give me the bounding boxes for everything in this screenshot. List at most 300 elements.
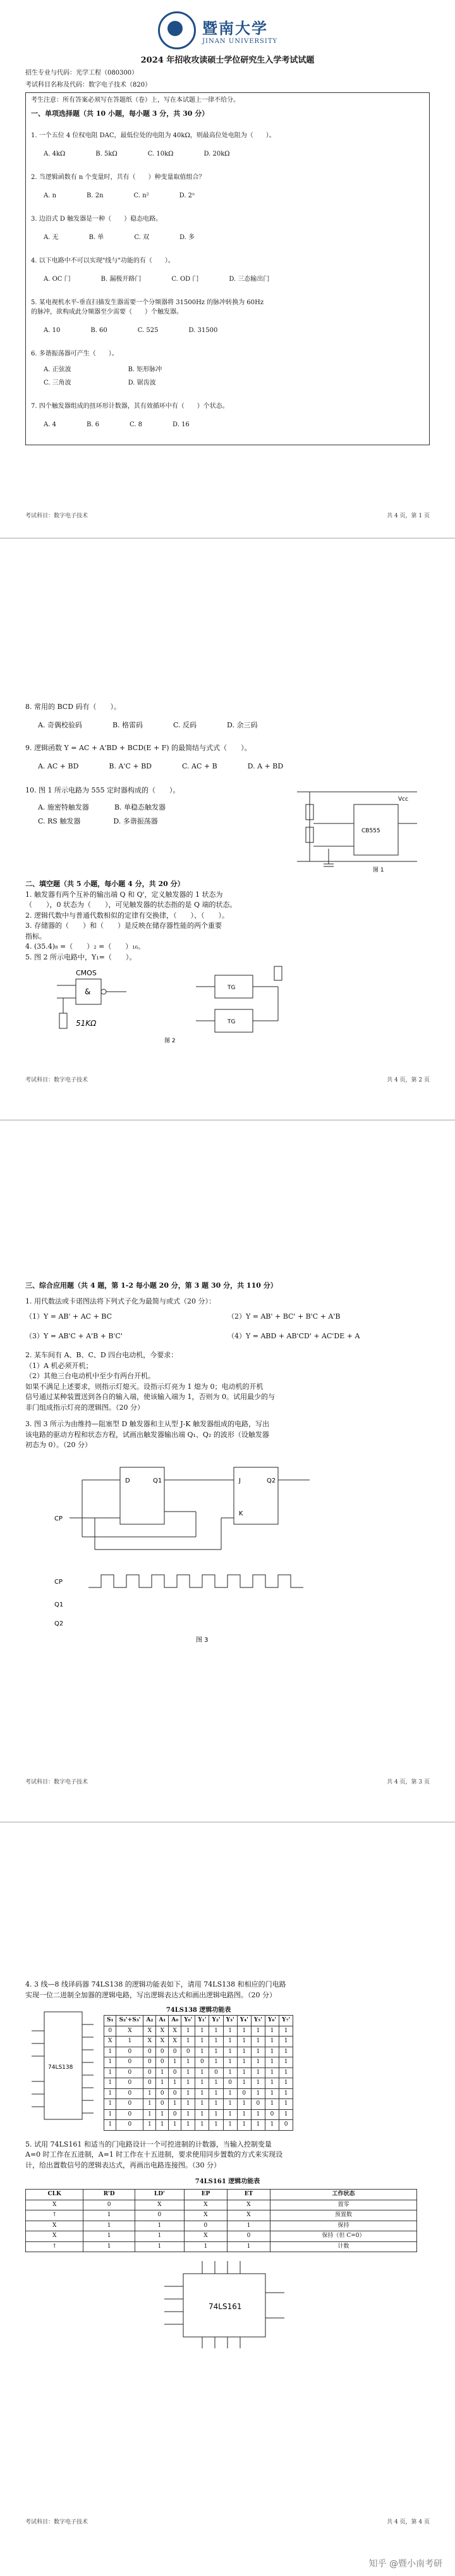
table-header-cell: Y₆' [265,2016,279,2026]
table-cell: 1 [265,2120,279,2131]
figure-1-caption: 图 1 [373,867,384,873]
table-cell: 1 [143,2120,156,2131]
subject: 考试科目名称及代码：数字电子技术（820） [25,82,152,89]
table-cell: 1 [223,2099,237,2110]
option: A. 4kΩ [44,150,66,157]
c2-text-2: 信号通过某种装置送到各自的输入端，使该输入端为 1，否则为 0。试用最少的与 [25,1393,275,1401]
option: C. AC + B [182,761,217,770]
table-header-cell: CLK [26,2190,83,2200]
table-cell: X [156,2037,169,2047]
university-logo [158,11,297,49]
table-header-cell: 工作状态 [270,2190,416,2200]
table-cell: 1 [83,2241,135,2252]
option: B. 漏极开路门 [100,275,142,283]
table-cell: 0 [251,2099,265,2110]
table-cell: 0 [116,2088,143,2099]
table-cell: X [169,2037,181,2047]
table-cell: X [104,2037,116,2047]
table-cell: 1 [135,2241,184,2252]
table-cell: 预置数 [270,2210,416,2221]
table-header-cell: Y₁' [195,2016,209,2026]
option: B. 6 [86,421,100,428]
c2-cond-1: （1）A 机必须开机； [25,1361,93,1370]
option: D. 多谐振荡器 [113,817,158,825]
option: B. 单稳态触发器 [114,803,166,811]
table-cell: 1 [135,2221,184,2231]
table-cell: 1 [223,2068,237,2078]
table-cell: 1 [104,2088,116,2099]
table-cell: 0 [169,2068,181,2078]
c4-text-2: 实现一位二进制全加器的逻辑电路，写出逻辑表达式和画出逻辑电路图。（20 分） [25,1990,276,1999]
table-cell: 0 [156,2088,169,2099]
table-row [104,2057,293,2068]
table-cell: 1 [184,2241,227,2252]
table-cell: 1 [237,2078,251,2089]
table-cell: 0 [169,2088,181,2099]
cmos-label: CMOS [76,969,97,977]
tg-label-1: TG [228,985,236,991]
q2: 2. 当逻辑函数有 n 个变量时，共有（ ）种变量取值组合？ [31,173,205,181]
table-header-cell: R'D [83,2190,135,2200]
chip-label: CB555 [361,828,380,834]
table-row [104,2037,293,2047]
vcc-label: Vcc [398,796,409,803]
q8-options [38,720,430,731]
table-cell: 1 [135,2231,184,2242]
table-cell: 1 [209,2120,223,2131]
table-cell: 0 [156,2047,169,2057]
table-cell: 1 [279,2088,293,2099]
seal-icon [158,11,196,49]
option: D. 20kΩ [203,150,230,157]
table-cell: 1 [265,2078,279,2089]
table-cell: 1 [237,2109,251,2120]
svg-text:D: D [125,1477,130,1484]
f1-line1: 1. 触发器有两个互补的输出端 Q 和 Q'，定义触发器的 1 状态为 [25,890,223,899]
table-cell: 0 [237,2088,251,2099]
c1-row-2 [25,1331,430,1342]
table-cell: X [143,2037,156,2047]
table-cell: 1 [223,2088,237,2099]
c5-text-3: 计，给出置数信号的逻辑表达式，再画出电路连接图。（30 分） [25,2160,221,2169]
option: D. 2ⁿ [179,192,195,199]
table-cell: 1 [265,2047,279,2057]
table-cell: ↑ [26,2210,83,2221]
table-cell: X [143,2026,156,2037]
table-cell: 1 [116,2037,143,2047]
table-cell: X [184,2200,227,2210]
table-cell: 1 [195,2088,209,2099]
footer-subject: 考试科目：数字电子技术 [25,1077,88,1083]
option: C. 三角波 [44,379,71,386]
table-cell: 0 [279,2120,293,2131]
table-cell: 1 [104,2057,116,2068]
table-cell: X [169,2026,181,2037]
table-row [104,2047,293,2057]
table-cell: 1 [143,2109,156,2120]
q1: 1. 一个五位 4 位权电阻 DAC，最低位处的电阻为 40kΩ，则最高位处电阻为（ ）。 [31,132,276,139]
table-row [26,2231,417,2242]
c1-row-1 [25,1312,430,1322]
table-cell: 1 [195,2120,209,2131]
option: A. 正弦波 [44,366,71,373]
footer-pages: 共 4 页，第 2 页 [387,1077,430,1083]
c5-text-2: A=0 时工作在五进制，A=1 时工作在十五进制，要求使用同步置数的方式来实现设 [25,2150,283,2159]
section-3: 三、综合应用题（共 4 题，第 1-2 每小题 20 分，第 3 题 30 分，共 110 分） [25,1281,277,1290]
chip-74ls161-label: 74LS161 [209,2302,242,2311]
table-cell: X [116,2026,143,2037]
svg-text:J: J [239,1477,241,1484]
q2-options [44,191,424,200]
figure-3-ff-circuit [44,1455,398,1644]
option: A. 奇偶校验码 [38,720,82,729]
option: D. 多 [179,233,195,241]
table-header-cell: Y₇' [279,2016,293,2026]
table-cell: 1 [156,2068,169,2078]
table-cell: 1 [83,2221,135,2231]
q8: 8. 常用的 BCD 码有（ ）。 [25,703,121,711]
option: A. 无 [44,233,59,241]
table-cell: 1 [223,2026,237,2037]
table-cell: 计数 [270,2241,416,2252]
table-cell: 1 [223,2120,237,2131]
table-cell: 1 [143,2099,156,2110]
q10-options-a [38,803,291,813]
c5-text-1: 5. 试用 74LS161 和适当的门电路设计一个可控进制的计数器，当输入控制变量 [25,2140,272,2148]
table-cell: 0 [228,2231,270,2242]
table-cell: X [26,2221,83,2231]
table-cell: 1 [251,2088,265,2099]
table-cell: 0 [184,2221,227,2231]
cp-waveform [88,1575,303,1587]
table-cell: 1 [104,2047,116,2057]
table-header-cell: A₂ [143,2016,156,2026]
q6-options-b [44,378,424,388]
table-row [104,2109,293,2120]
table-74ls161 [25,2189,417,2252]
table-cell: 1 [181,2120,195,2131]
table-cell: 1 [279,2109,293,2120]
q4: 4. 以下电路中不可以实现"线与"功能的有（ ）。 [31,257,174,264]
footer-page-1 [25,511,430,519]
option: C. n² [133,192,149,199]
option: B. 单 [88,233,104,241]
table-cell: 0 [116,2047,143,2057]
q7-options [44,420,424,429]
footer-pages: 共 4 页，第 3 页 [387,1779,430,1785]
f2: 2. 逻辑代数中与普通代数相似的定律有交换律，（ ）、（ ）。 [25,911,229,920]
f3-line1: 3. 存储器的（ ）和（ ）是反映在储存器性能的两个重要 [25,921,222,930]
table-cell: 1 [251,2109,265,2120]
major: 招生专业与代码：光学工程（080300） [25,70,138,77]
c1-part-2: （2）Y = AB' + BC' + B'C + A'B [228,1312,341,1321]
table-header-cell: S₁ [104,2016,116,2026]
table-cell: 置零 [270,2200,416,2210]
table-cell: 1 [181,2068,195,2078]
table-cell: 1 [209,2109,223,2120]
table-cell: 1 [237,2047,251,2057]
page-3 [25,1281,430,1648]
table-header-cell: ET [228,2190,270,2200]
notice: 考生注意：所有答案必须写在答题纸（卷）上，写在本试题上一律不给分。 [31,97,240,104]
chip-74ls138-label: 74LS138 [48,2064,73,2071]
table-cell: 1 [279,2078,293,2089]
c1-part-3: （3）Y = AB'C + A'B + B'C' [25,1331,123,1340]
table-cell: 1 [156,2078,169,2089]
table-cell: 1 [279,2026,293,2037]
table-138-title: 74LS138 逻辑功能表 [166,2007,231,2014]
option: B. 矩形脉冲 [128,366,162,373]
table-cell: 0 [223,2078,237,2089]
c2-cond-2: （2）其他三台电动机中至少有两台开机。 [25,1372,155,1380]
table-cell: 0 [143,2057,156,2068]
page-2 [25,702,430,1049]
and-symbol: & [85,987,91,996]
q5-line1: 5. 某电视机水平-垂直扫描发生器需要一个分频器将 31500Hz 的脉冲转换为 60Hz [31,299,264,306]
table-cell: 1 [237,2037,251,2047]
cp-wave-label: CP [54,1578,63,1586]
table-row [104,2099,293,2110]
option: A. 10 [44,326,61,334]
c1-part-1: （1）Y = AB' + AC + BC [25,1312,112,1321]
table-cell: 1 [169,2078,181,2089]
table-cell: 0 [169,2109,181,2120]
table-cell: 1 [237,2057,251,2068]
q1-options [44,149,424,159]
table-cell: X [135,2200,184,2210]
q9: 9. 逻辑函数 Y = AC + A'BD + BCD(E + F) 的最简结与式式（ ）。 [25,744,252,752]
table-cell: 1 [209,2099,223,2110]
table-cell: 1 [169,2099,181,2110]
chip-74ls138 [25,2006,95,2126]
option: B. 5kΩ [95,150,118,157]
table-cell: X [228,2210,270,2221]
table-row [26,2241,417,2252]
table-cell: 1 [279,2099,293,2110]
notice-box [25,92,430,445]
table-cell: ↑ [26,2241,83,2252]
footer-pages: 共 4 页，第 4 页 [387,2519,430,2525]
table-cell: 1 [104,2068,116,2078]
footer-page-4 [25,2517,430,2525]
table-header-cell: EP [184,2190,227,2200]
table-cell: 1 [228,2241,270,2252]
table-cell: X [156,2026,169,2037]
svg-text:K: K [239,1510,243,1517]
table-header-cell: LD' [135,2190,184,2200]
table-cell: X [184,2210,227,2221]
table-row [104,2026,293,2037]
q2-wave-label: Q2 [54,1620,64,1627]
table-cell: 0 [104,2026,116,2037]
table-cell: 0 [116,2109,143,2120]
table-cell: 1 [265,2099,279,2110]
q6: 6. 多谐振荡器可产生（ ）。 [31,350,118,357]
option: D. 三态输出门 [229,275,270,283]
option: B. 2n [87,192,104,199]
table-cell: 1 [251,2026,265,2037]
table-cell: 1 [265,2057,279,2068]
table-header-cell: S₂'+S₃' [116,2016,143,2026]
table-cell: 1 [169,2057,181,2068]
c1-part-4: （4）Y = ABD + AB'CD' + AC'DE + A [228,1331,360,1340]
table-cell: 1 [181,2099,195,2110]
table-cell: 0 [135,2210,184,2221]
q9-options [38,761,430,772]
figure-2-circuit [38,963,392,1045]
option: C. 8 [130,421,143,428]
table-cell: 保持（但 C=0） [270,2231,416,2242]
table-cell: 1 [223,2109,237,2120]
footer-pages: 共 4 页，第 1 页 [387,513,430,519]
table-cell: 1 [223,2057,237,2068]
option: D. 16 [173,421,190,428]
table-header-cell: Y₃' [223,2016,237,2026]
c2: 2. 某车间有 A、B、C、D 四台电动机，今要求： [25,1351,178,1359]
page-divider [0,1821,455,1823]
table-cell: 1 [104,2078,116,2089]
table-cell: 1 [181,2037,195,2047]
q10: 10. 图 1 所示电路为 555 定时器构成的（ ）。 [25,786,180,794]
table-cell: 0 [209,2068,223,2078]
q3: 3. 边沿式 D 触发器是一种（ ）稳态电路。 [31,215,162,223]
option: A. AC + BD [38,761,79,770]
table-cell: 1 [265,2088,279,2099]
table-cell: 0 [116,2120,143,2131]
table-cell: 1 [104,2109,116,2120]
f3-line2: 指标。 [25,932,46,940]
table-cell: 1 [209,2078,223,2089]
option: C. 10kΩ [147,150,174,157]
table-cell: 1 [251,2047,265,2057]
q1-wave-label: Q1 [54,1601,64,1608]
footer-page-2 [25,1075,430,1083]
table-cell: 1 [223,2037,237,2047]
table-cell: 1 [195,2026,209,2037]
chip-74ls161 [25,2261,430,2350]
table-cell: 0 [181,2047,195,2057]
table-cell: 保持 [270,2221,416,2231]
table-cell: 1 [265,2037,279,2047]
table-cell: 0 [116,2057,143,2068]
table-row [104,2078,293,2089]
q2-pin: Q2 [267,1477,276,1484]
c2-text-1: 如果不满足上述要求，则指示灯熄灭。设指示灯亮为 1 熄为 0；电动机的开机 [25,1382,264,1391]
f4: 4. (35.4)₈ =（ ）₂ =（ ）₁₆。 [25,942,145,951]
table-cell: 1 [195,2109,209,2120]
table-cell: 1 [195,2047,209,2057]
table-row [104,2120,293,2131]
tg-label-2: TG [228,1019,236,1025]
table-cell: 0 [156,2099,169,2110]
table-cell: 0 [83,2200,135,2210]
table-cell: 1 [195,2037,209,2047]
table-cell: 1 [83,2231,135,2242]
table-cell: 1 [237,2099,251,2110]
table-161-title: 74LS161 逻辑功能表 [195,2178,260,2185]
table-cell: 1 [209,2026,223,2037]
table-cell: 1 [104,2120,116,2131]
q7: 7. 四个触发器组成的扭环形计数器，其有效循环中有（ ）个状态。 [31,402,229,410]
option: C. OD 门 [171,275,199,283]
c3-text-1: 3. 图 3 所示为由维持—阻塞型 D 触发器和主从型 J-K 触发器组成的电路，写出 [25,1420,270,1428]
section-1: 一、单项选择题（共 10 小题，每小题 3 分，共 30 分） [31,109,209,118]
resistor-label: 51KΩ [76,1019,97,1028]
option: B. 格雷码 [112,720,143,729]
option: C. RS 触发器 [38,817,81,825]
logo-cn: 暨南大学 [202,19,268,37]
option: C. 525 [137,326,159,334]
figure-3-caption: 图 3 [196,1636,209,1644]
table-cell: 1 [209,2037,223,2047]
table-header-cell: Y₀' [181,2016,195,2026]
table-cell: 1 [195,2099,209,2110]
table-header-cell: Y₄' [237,2016,251,2026]
q5-options [44,326,424,335]
table-cell: 1 [223,2047,237,2057]
c3-text-2: 该电路的驱动方程和状态方程，试画出触发器输出端 Q₁、Q₂ 的波形（设触发器 [25,1430,269,1439]
page-divider [0,538,455,539]
page-4 [25,1980,430,2353]
table-cell: 0 [156,2057,169,2068]
option: D. A + BD [247,761,284,770]
table-row [26,2221,417,2231]
table-cell: 1 [83,2210,135,2221]
table-cell: 1 [181,2057,195,2068]
option: B. A'C + BD [109,761,152,770]
table-cell: 1 [237,2120,251,2131]
table-cell: 1 [181,2078,195,2089]
table-cell: 1 [265,2026,279,2037]
page-divider [0,1119,455,1121]
table-cell: 1 [251,2037,265,2047]
table-cell: 0 [116,2068,143,2078]
c4-text-1: 4. 3 线—8 线译码器 74LS138 的逻辑功能表如下，请用 74LS138 和相应的门电路 [25,1980,286,1988]
table-cell: 0 [169,2047,181,2057]
table-cell: 1 [237,2068,251,2078]
table-cell: X [184,2231,227,2242]
table-cell: 1 [237,2026,251,2037]
table-cell: 0 [195,2057,209,2068]
table-header-cell: Y₂' [209,2016,223,2026]
table-cell: 1 [279,2047,293,2057]
table-cell: 1 [251,2120,265,2131]
table-row [26,2210,417,2221]
footer-subject: 考试科目：数字电子技术 [25,1779,88,1785]
table-cell: 1 [143,2088,156,2099]
table-cell: 1 [228,2221,270,2231]
option: B. 60 [90,326,107,334]
option: A. 4 [44,421,56,428]
footer-subject: 考试科目：数字电子技术 [25,2519,88,2525]
figure-1-555-circuit [291,786,423,874]
table-cell: 1 [181,2109,195,2120]
q3-options [44,233,424,242]
c1: 1. 用代数法或卡诺图法将下列式子化为最简与或式（20 分）： [25,1297,215,1305]
table-header-cell: A₀ [169,2016,181,2026]
option: A. 施密特触发器 [38,803,89,811]
watermark: 知乎 @暨小南考研 [368,2559,442,2569]
option: C. 反码 [173,720,197,729]
q4-options [44,274,424,284]
cp-pin: CP [54,1515,63,1522]
table-row [26,2200,417,2210]
option: D. 余三码 [227,720,258,729]
table-cell: 1 [251,2068,265,2078]
table-cell: X [228,2200,270,2210]
table-cell: 1 [265,2068,279,2078]
c3-text-3: 初态为 0）。（20 分） [25,1441,92,1449]
